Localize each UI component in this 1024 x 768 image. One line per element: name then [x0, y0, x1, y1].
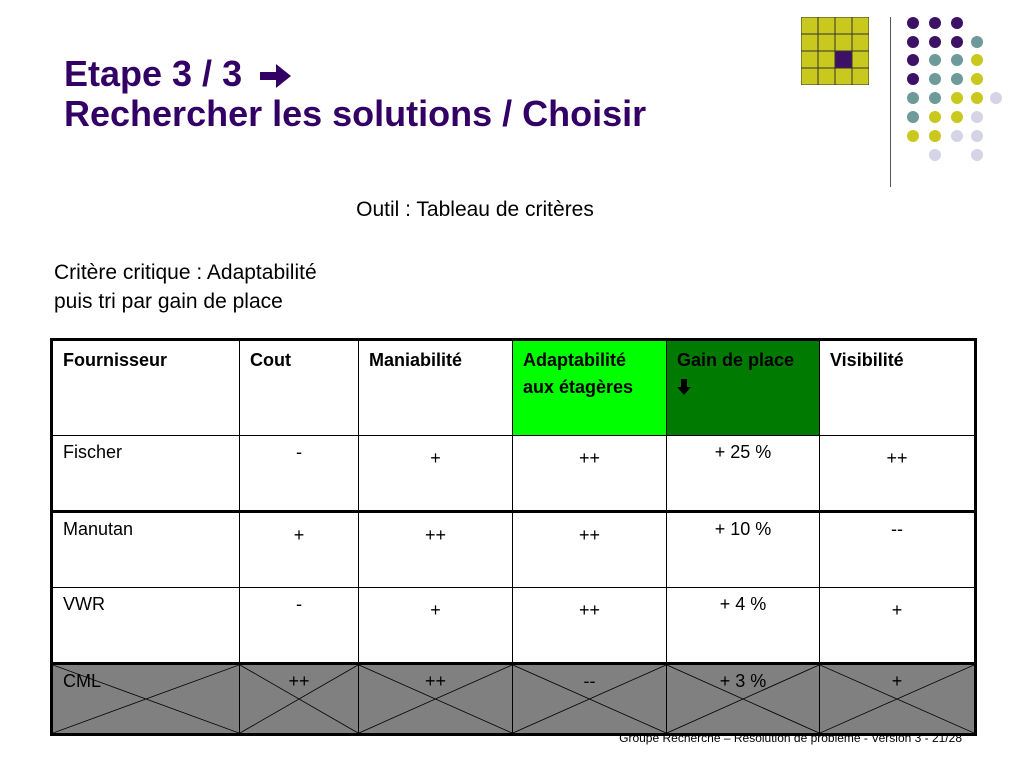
header-supplier: Fournisseur [52, 340, 240, 436]
cell-space-gain: + 4 % [667, 588, 820, 664]
table-row [52, 588, 976, 664]
cell-supplier [52, 664, 240, 735]
grid-logo-icon [801, 17, 869, 85]
cell-handling-text: ++ [424, 671, 447, 691]
cell-space-gain-text: + 3 % [719, 671, 767, 691]
criteria-table [50, 338, 977, 736]
cell-cost: - [240, 436, 359, 512]
cell-adaptability [513, 664, 667, 735]
table-header-row [52, 340, 976, 436]
dot-pattern-icon [906, 17, 1006, 167]
arrow-down-icon [677, 379, 691, 395]
cell-adaptability-text: -- [583, 671, 596, 691]
cell-supplier-text: CML [63, 671, 102, 691]
cell-visibility: ++ [820, 436, 976, 512]
cell-cost-text: ++ [288, 671, 310, 691]
criteria-text [54, 258, 317, 316]
cell-handling: ++ [359, 512, 513, 588]
criteria-line-1: Critère critique : Adaptabilité [54, 261, 317, 284]
cell-supplier: Manutan [52, 512, 240, 588]
cell-space-gain: + 10 % [667, 512, 820, 588]
slide-title [64, 54, 824, 134]
header-space-gain [667, 340, 820, 436]
cell-supplier: VWR [52, 588, 240, 664]
cell-handling: + [359, 436, 513, 512]
cell-adaptability: ++ [513, 436, 667, 512]
cell-supplier: Fischer [52, 436, 240, 512]
header-cost: Cout [240, 340, 359, 436]
table-row [52, 436, 976, 512]
cell-space-gain: + 25 % [667, 436, 820, 512]
cell-adaptability: ++ [513, 512, 667, 588]
cell-visibility: + [820, 588, 976, 664]
cell-adaptability: ++ [513, 588, 667, 664]
cell-cost [240, 664, 359, 735]
tool-subtitle: Outil : Tableau de critères [356, 198, 594, 221]
title-line-1 [64, 54, 824, 94]
slide-footer: Groupe Recherche – Résolution de problème - Version 3 - 21/28 [619, 731, 962, 745]
cell-handling: + [359, 588, 513, 664]
header-adaptability: Adaptabilité aux étagères [513, 340, 667, 436]
criteria-line-2: puis tri par gain de place [54, 290, 283, 313]
cell-handling [359, 664, 513, 735]
header-space-gain-label: Gain de place [677, 350, 795, 370]
cell-visibility [820, 664, 976, 735]
header-visibility: Visibilité [820, 340, 976, 436]
header-handling: Maniabilité [359, 340, 513, 436]
cell-cost: + [240, 512, 359, 588]
arrow-right-icon [260, 63, 292, 89]
cell-visibility-text: + [891, 671, 903, 691]
cell-visibility: -- [820, 512, 976, 588]
table-row-crossed [52, 664, 976, 735]
title-step-text: Etape 3 / 3 [64, 53, 243, 94]
title-line-2: Rechercher les solutions / Choisir [64, 93, 647, 134]
divider-line [890, 17, 891, 187]
table-row [52, 512, 976, 588]
cell-space-gain [667, 664, 820, 735]
cell-cost: - [240, 588, 359, 664]
